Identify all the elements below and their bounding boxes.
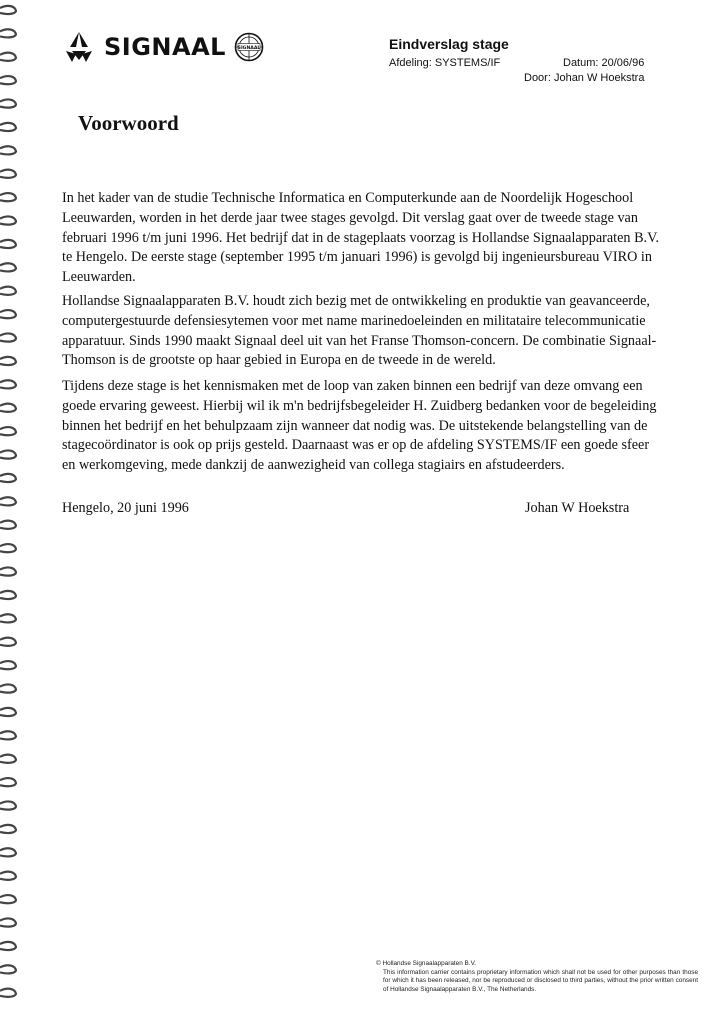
binding-ring — [0, 895, 16, 903]
report-title: Eindverslag stage — [389, 36, 509, 52]
paragraph-text: In het kader van de studie Technische Informatica en Computerkunde aan de Noordelijk Hogeschool Leeuwarden, worden in het derde jaar twee stages gevolgd. Dit verslag gaat over de tweede stage van februari 1996 t/m juni 1996. Het bedrijf dat in de stageplaats voorzag is Hollandse Signaalapparaten B.V. te Hengelo. De eerste stage (september 1995 t/m januari 1996) is gevolgd bij ingenieursbureau VIRO in Leeuwarden. — [62, 190, 660, 286]
binding-ring — [0, 591, 16, 599]
binding-ring — [0, 193, 16, 201]
author-label: Door: Johan W Hoekstra — [524, 72, 645, 84]
signaal-seal-icon — [234, 32, 264, 62]
binding-ring — [0, 661, 16, 669]
binding-ring — [0, 287, 16, 295]
copyright-line: © Hollandse Signaalapparaten B.V. — [376, 960, 477, 967]
binding-ring — [0, 53, 16, 61]
binding-ring — [0, 216, 16, 224]
proprietary-notice — [376, 960, 698, 994]
notice-text: This information carrier contains proprietary information which shall not be used for other purposes than those for which it has been released, nor be reproduced or disclosed to third parties, without the prior written consent of Hollandse Signaalapparaten B.V., The Netherlands. — [383, 968, 698, 993]
binding-ring — [0, 6, 16, 14]
date-label: Datum: 20/06/96 — [563, 57, 645, 69]
paragraph-text: Hollandse Signaalapparaten B.V. houdt zich bezig met de ontwikkeling en produktie van geavanceerde, computergestuurde defensiesytemen voor met name marinedoeleinden en militataire telecommunicatie apparatuur. Sinds 1990 maakt Signaal deel uit van het Franse Thomson-concern. De combinatie Signaal-Thomson is de grootste op haar gebied in Europa en de tweede in de wereld. — [62, 293, 657, 369]
binding-ring — [0, 123, 16, 131]
place-and-date: Hengelo, 20 juni 1996 — [62, 500, 189, 516]
binding-ring — [0, 638, 16, 646]
signaal-logo-icon — [62, 30, 96, 64]
binding-ring — [0, 357, 16, 365]
binding-ring — [0, 942, 16, 950]
binding-ring — [0, 989, 16, 997]
paragraph — [62, 189, 662, 288]
binding-ring — [0, 684, 16, 692]
signature-name: Johan W Hoekstra — [525, 500, 630, 516]
binding-ring — [0, 240, 16, 248]
binding-ring — [0, 778, 16, 786]
binding-ring — [0, 146, 16, 154]
paragraph — [62, 377, 662, 476]
binding-ring — [0, 965, 16, 973]
binding-ring — [0, 497, 16, 505]
binding-ring — [0, 427, 16, 435]
binding-ring — [0, 614, 16, 622]
binding-ring — [0, 99, 16, 107]
binding-ring — [0, 521, 16, 529]
binding-ring — [0, 544, 16, 552]
binding-ring — [0, 474, 16, 482]
company-logo — [62, 30, 264, 64]
binding-ring — [0, 333, 16, 341]
binding-ring — [0, 76, 16, 84]
binding-ring — [0, 825, 16, 833]
spiral-binding — [0, 0, 24, 1013]
binding-ring — [0, 310, 16, 318]
binding-ring — [0, 708, 16, 716]
binding-ring — [0, 848, 16, 856]
binding-ring — [0, 918, 16, 926]
binding-ring — [0, 731, 16, 739]
paragraph — [62, 292, 662, 371]
binding-ring — [0, 801, 16, 809]
seal-text: SIGNAAL — [237, 45, 261, 51]
binding-ring — [0, 170, 16, 178]
binding-ring — [0, 263, 16, 271]
department-label: Afdeling: SYSTEMS/IF — [389, 57, 501, 69]
binding-ring — [0, 380, 16, 388]
binding-ring — [0, 755, 16, 763]
page-heading: Voorwoord — [78, 111, 179, 135]
binding-ring — [0, 404, 16, 412]
logo-text: SIGNAAL — [104, 33, 226, 61]
paragraph-text: Tijdens deze stage is het kennismaken met de loop van zaken binnen een bedrijf van deze omvang een goede ervaring geweest. Hierbij wil ik m'n bedrijfsbegeleider H. Zuidberg bedanken voor de begeleiding binnen het bedrijf en het behulpzaam zijn wanneer dat nodig was. De uitstekende belangstelling van de stagecoördinator is ook op prijs gesteld. Daarnaast was er op de afdeling SYSTEMS/IF een goede sfeer en werkomgeving, mede dankzij de aanwezigheid van collega stagiairs en afstudeerders. — [62, 378, 657, 474]
binding-ring — [0, 567, 16, 575]
binding-ring — [0, 872, 16, 880]
binding-ring — [0, 29, 16, 37]
binding-ring — [0, 450, 16, 458]
